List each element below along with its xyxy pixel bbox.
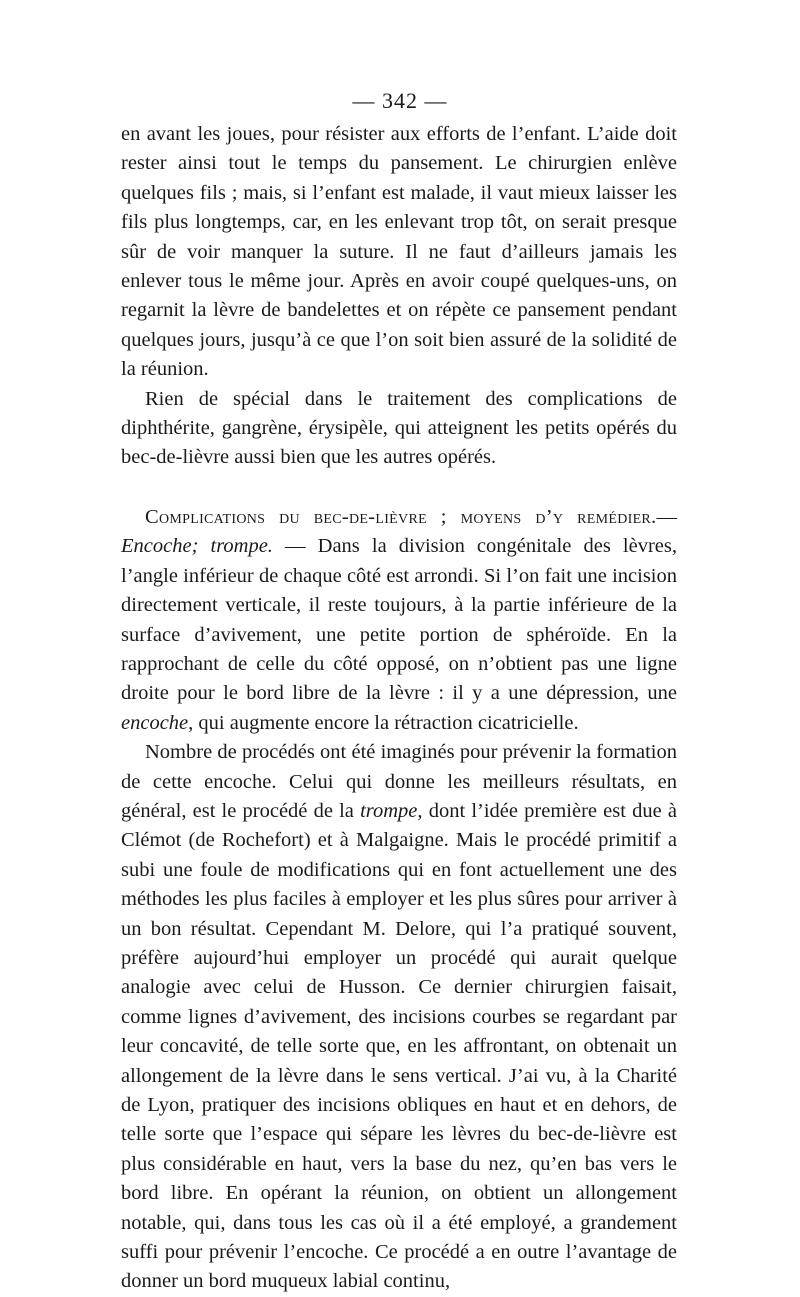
paragraph-complications-generales: Rien de spécial dans le traitement des complications de diphthérite, gangrène, érysipèle, qui atteignent les petits opérés du bec-de-lièvre aussi bien que les autres opérés. [121, 387, 677, 469]
paragraph-pansement: en avant les joues, pour résister aux efforts de l’enfant. L’aide doit rester ainsi tout le temps du pansement. Le chirurgien enlève quelques fils ; mais, si l’enfant est malade, il vaut mieux laisser les fils plus longtemps, car, en les enlevant trop tôt, on serait presque sûr de voir manquer la suture. Il ne faut d’ailleurs jamais les enlever tous le même jour. Après en avoir coupé quelques-uns, on regarnit la lèvre de bandelettes et on répète ce pansement pendant quelques jours, jusqu’à ce que l’on soit bien assuré de la solidité de la réunion. [121, 123, 677, 381]
procedes-text-start: Nombre de procédés ont été imaginés pour prévenir la formation de cette encoche. Celui qui donne les meilleurs résultats, en général, est le procédé de la [121, 741, 677, 822]
paragraph-encoche [121, 503, 677, 738]
encoche-text-start: Dans la division congénitale des lèvres, l’angle inférieur de chaque côté est arrondi. Si l’on fait une incision directement verticale, il reste toujours, à la partie inférieure de la surface d’avivement, une petite portion de sphéroïde. En la rapprochant de celle du côté opposé, on n’obtient pas une ligne droite pour le bord libre de la lèvre : il y a une dépression, une [121, 535, 678, 705]
encoche-text-end: , qui augmente encore la rétraction cicatricielle. [188, 711, 579, 734]
body-text [121, 120, 677, 1297]
page-number: — 342 — [352, 88, 448, 113]
subtitle-dash: — [272, 535, 318, 558]
section-heading: Complications du bec-de-lièvre ; moyens d’y remédier. [145, 505, 657, 528]
section-subtitle: Encoche; trompe. [121, 535, 273, 558]
procedes-text-end: , dont l’idée première est due à Clémot (de Rochefort) et à Malgaigne. Mais le procédé primitif a subi une foule de modifications qui en font actuellement une des méthodes les plus faciles à employer et les plus sûres pour arriver à un bon résultat. Cependant M. Delore, qui l’a pratiqué souvent, préfère aujourd’hui employer un procédé qui aurait quelque analogie avec celui de Husson. Ce dernier chirurgien faisait, comme lignes d’avivement, des incisions courbes se regardant par leur concavité, de telle sorte que, en les affrontant, on obtenait un allongement de la lèvre dans le sens vertical. J’ai vu, à la Charité de Lyon, pratiquer des incisions obliques en haut et en dehors, de telle sorte que l’espace qui sépare les lèvres du bec-de-lièvre est plus considérable en haut, vers la base du nez, qu’en bas vers le bord libre. En opérant la réunion, on obtient un allongement notable, qui, dans tous les cas où il a été employé, a grandement suffi pour prévenir l’encoche. Ce procédé a en outre l’avantage de donner un bord muqueux labial continu, [121, 799, 677, 1293]
paragraph-procedes [121, 738, 677, 1297]
heading-dash: — [656, 505, 677, 528]
encoche-term: encoche [121, 711, 189, 734]
trompe-term: trompe [360, 799, 418, 822]
